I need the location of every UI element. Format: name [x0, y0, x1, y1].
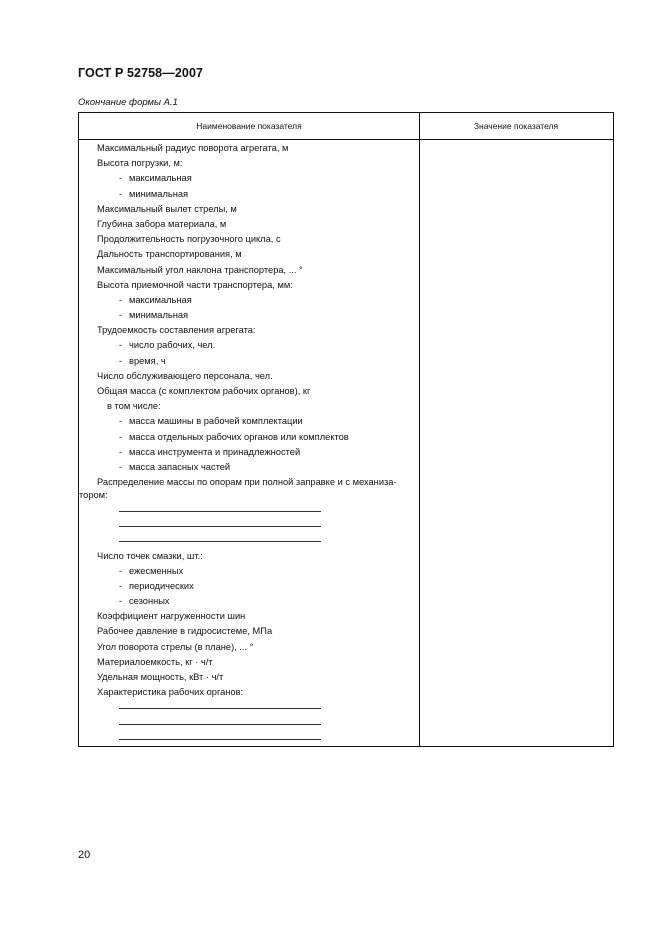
column-header-value: Значение показателя: [473, 121, 559, 131]
indicator-row: Максимальный вылет стрелы, м: [97, 203, 237, 214]
blank-entry-row: [79, 700, 419, 715]
list-dash: -: [119, 294, 123, 305]
list-dash: -: [119, 340, 123, 351]
fill-in-line: [119, 724, 321, 725]
indicator-row: Распределение массы по опорам при полной заправке и с механиза-тором:: [79, 477, 397, 500]
list-dash: -: [119, 355, 123, 366]
indicator-row: Продолжительность погрузочного цикла, с: [97, 234, 281, 245]
list-dash: -: [119, 431, 123, 442]
fill-in-line: [119, 511, 321, 512]
indicator-label: сезонных: [129, 596, 170, 607]
indicator-row: Число точек смазки, шт.:: [97, 550, 203, 561]
form-caption: Окончание формы А.1: [78, 97, 178, 108]
indicator-row: Число обслуживающего персонала, чел.: [97, 370, 273, 381]
indicator-row: [79, 338, 419, 353]
list-dash: -: [119, 461, 123, 472]
page-number: 20: [78, 849, 91, 861]
indicator-row: Удельная мощность, кВт · ч/т: [97, 672, 224, 682]
list-dash: -: [119, 188, 123, 199]
indicator-row: Материалоемкость, кг · ч/т: [97, 656, 213, 667]
indicator-row: Максимальный угол наклона транспортера, ... °: [97, 264, 303, 275]
fill-in-line: [119, 541, 321, 542]
indicator-label: масса машины в рабочей комплектации: [129, 416, 303, 427]
indicator-row: Характеристика рабочих органов:: [97, 687, 244, 698]
list-dash: -: [119, 173, 123, 184]
indicator-row: Коэффициент нагруженности шин: [97, 611, 246, 622]
fill-in-line: [119, 526, 321, 527]
indicator-row: Рабочее давление в гидросистеме, МПа: [97, 626, 273, 637]
column-divider: [419, 113, 420, 746]
indicator-label: минимальная: [129, 310, 189, 321]
indicator-label: масса отдельных рабочих органов или комплектов: [129, 431, 349, 442]
indicator-row: [79, 414, 419, 429]
indicator-label: масса запасных частей: [129, 461, 231, 472]
indicator-row: [79, 308, 419, 323]
list-dash: -: [119, 565, 123, 576]
indicator-row: Общая масса (с комплектом рабочих органов), кг: [97, 386, 311, 396]
blank-entry-row: [79, 533, 419, 548]
indicator-row: [79, 354, 419, 369]
indicator-row: [79, 293, 419, 308]
indicator-label: минимальная: [129, 188, 189, 199]
indicator-list: [79, 141, 419, 746]
indicator-row: Высота приемочной части транспортера, мм:: [97, 279, 293, 290]
indicator-row: [79, 171, 419, 186]
list-dash: -: [119, 310, 123, 321]
indicator-row: Трудоемкость составления агрегата:: [97, 325, 256, 336]
blank-entry-row: [79, 716, 419, 731]
document-header: ГОСТ Р 52758—2007: [78, 66, 204, 80]
indicator-row: [79, 594, 419, 609]
indicator-label: максимальная: [129, 294, 192, 305]
indicator-row: [79, 187, 419, 202]
indicator-row: [79, 564, 419, 579]
indicator-row: Дальность транспортирования, м: [97, 249, 242, 260]
list-dash: -: [119, 596, 123, 607]
indicator-row: [79, 445, 419, 460]
fill-in-line: [119, 739, 321, 740]
blank-entry-row: [79, 518, 419, 533]
indicator-row: Высота погрузки, м:: [97, 158, 183, 169]
fill-in-line: [119, 708, 321, 709]
indicator-row: Угол поворота стрелы (в плане), ... °: [97, 641, 254, 652]
blank-entry-row: [79, 731, 419, 746]
indicator-label: ежесменных: [129, 565, 184, 576]
column-header-name: Наименование показателя: [196, 121, 302, 131]
list-dash: -: [119, 416, 123, 427]
blank-entry-row: [79, 503, 419, 518]
indicator-row: Глубина забора материала, м: [97, 218, 227, 229]
indicator-row: Максимальный радиус поворота агрегата, м: [97, 143, 289, 153]
header-rule: [79, 139, 613, 140]
indicator-label: периодических: [129, 580, 194, 591]
indicator-row: в том числе:: [107, 401, 161, 412]
list-dash: -: [119, 580, 123, 591]
list-dash: -: [119, 446, 123, 457]
indicator-row: [79, 430, 419, 445]
indicator-row: [79, 460, 419, 475]
indicator-label: число рабочих, чел.: [129, 340, 216, 351]
indicator-label: время, ч: [129, 355, 166, 366]
indicator-label: максимальная: [129, 173, 192, 184]
form-table: [78, 112, 614, 747]
indicator-row: [79, 579, 419, 594]
indicator-label: масса инструмента и принадлежностей: [129, 446, 301, 457]
